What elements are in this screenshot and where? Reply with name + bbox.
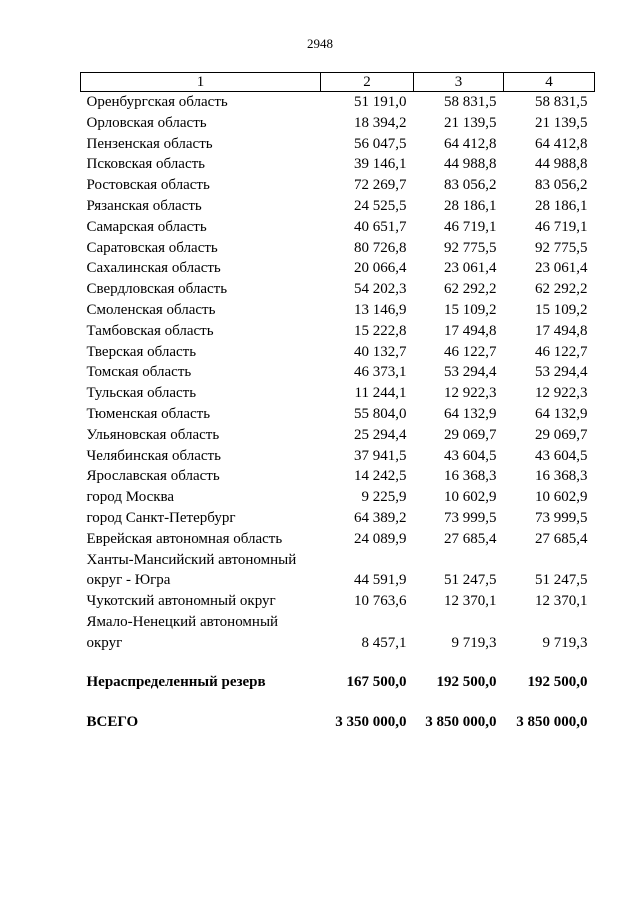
table-row [81, 238, 595, 259]
value-col-4: 44 988,8 [535, 156, 588, 173]
region-name: Челябинская область [86, 447, 221, 464]
table-row [81, 383, 595, 404]
table-row [81, 342, 595, 363]
region-name: округ [86, 634, 123, 651]
region-name: Смоленская область [86, 301, 216, 318]
table-row [81, 134, 595, 155]
column-header-4: 4 [504, 73, 595, 92]
table-row [81, 258, 595, 279]
value-col-2: 40 651,7 [354, 218, 407, 235]
value-col-3: 46 719,1 [444, 218, 497, 235]
value-col-4: 51 247,5 [535, 572, 588, 589]
value-col-3: 51 247,5 [444, 572, 497, 589]
region-name: Рязанская область [86, 197, 202, 214]
column-header-3: 3 [414, 73, 504, 92]
spacer-cell [81, 692, 595, 712]
table-row [81, 217, 595, 238]
region-name: Чукотский автономный округ [86, 593, 276, 610]
value-col-2: 14 242,5 [354, 468, 407, 485]
value-col-4: 9 719,3 [542, 634, 588, 651]
table-row [81, 633, 595, 654]
table-row [81, 113, 595, 134]
table-row [81, 570, 595, 591]
value-col-2: 24 089,9 [354, 530, 407, 547]
total-value-2: 3 350 000,0 [335, 714, 407, 731]
region-name: город Москва [86, 489, 175, 506]
value-col-3: 44 988,8 [444, 156, 497, 173]
region-name-line1: Ханты-Мансийский автономный [86, 551, 297, 568]
value-col-2: 56 047,5 [354, 135, 407, 152]
table-row [81, 425, 595, 446]
value-col-4: 64 132,9 [535, 405, 588, 422]
value-col-2: 13 146,9 [354, 301, 407, 318]
region-name: Еврейская автономная область [86, 530, 283, 547]
value-col-4: 46 122,7 [535, 343, 588, 360]
empty-cell [414, 550, 504, 571]
value-col-3: 10 602,9 [444, 489, 497, 506]
value-col-4: 23 061,4 [535, 260, 588, 277]
value-col-3: 62 292,2 [444, 281, 497, 298]
value-col-3: 64 412,8 [444, 135, 497, 152]
total-value-3: 3 850 000,0 [425, 714, 497, 731]
value-col-4: 62 292,2 [535, 281, 588, 298]
table-row [81, 529, 595, 550]
region-name: Тюменская область [86, 405, 211, 422]
empty-cell [321, 550, 414, 571]
region-name: Пензенская область [86, 135, 213, 152]
table-row [81, 300, 595, 321]
value-col-3: 12 922,3 [444, 385, 497, 402]
table-row-name-continuation [81, 612, 595, 633]
value-col-3: 46 122,7 [444, 343, 497, 360]
value-col-2: 55 804,0 [354, 405, 407, 422]
value-col-3: 12 370,1 [444, 593, 497, 610]
value-col-3: 73 999,5 [444, 509, 497, 526]
reserve-value-4: 192 500,0 [527, 673, 588, 690]
value-col-3: 17 494,8 [444, 322, 497, 339]
value-col-3: 92 775,5 [444, 239, 497, 256]
empty-cell [504, 550, 595, 571]
spacer-row [81, 692, 595, 712]
table-row [81, 466, 595, 487]
region-name: Томская область [86, 364, 192, 381]
table-row [81, 154, 595, 175]
value-col-2: 37 941,5 [354, 447, 407, 464]
empty-cell [504, 612, 595, 633]
region-name: округ - Югра [86, 572, 171, 589]
value-col-3: 53 294,4 [444, 364, 497, 381]
reserve-row [81, 672, 595, 693]
value-col-3: 21 139,5 [444, 114, 497, 131]
value-col-4: 12 922,3 [535, 385, 588, 402]
region-name: Орловская область [86, 114, 207, 131]
value-col-3: 64 132,9 [444, 405, 497, 422]
reserve-value-3: 192 500,0 [436, 673, 497, 690]
value-col-4: 28 186,1 [535, 197, 588, 214]
region-name: Тверская область [86, 343, 197, 360]
total-label: ВСЕГО [86, 714, 139, 731]
region-name: Самарская область [86, 218, 207, 235]
value-col-3: 27 685,4 [444, 530, 497, 547]
value-col-3: 9 719,3 [451, 634, 497, 651]
region-name: Саратовская область [86, 239, 218, 256]
table-row [81, 196, 595, 217]
region-name: Свердловская область [86, 281, 228, 298]
table-row [81, 321, 595, 342]
page-number: 2948 [307, 36, 333, 51]
table-row [81, 175, 595, 196]
value-col-2: 9 225,9 [361, 489, 407, 506]
value-col-2: 54 202,3 [354, 281, 407, 298]
value-col-2: 64 389,2 [354, 509, 407, 526]
region-name: Ульяновская область [86, 426, 220, 443]
value-col-4: 43 604,5 [535, 447, 588, 464]
region-name-line1: Ямало-Ненецкий автономный [86, 613, 279, 630]
reserve-label: Нераспределенный резерв [86, 673, 266, 690]
value-col-4: 64 412,8 [535, 135, 588, 152]
value-col-4: 27 685,4 [535, 530, 588, 547]
table-body [81, 92, 595, 734]
value-col-4: 73 999,5 [535, 509, 588, 526]
value-col-2: 24 525,5 [354, 197, 407, 214]
allocation-table [80, 72, 595, 733]
region-name: Тульская область [86, 385, 197, 402]
value-col-3: 28 186,1 [444, 197, 497, 214]
table-row [81, 508, 595, 529]
table-row-name-continuation [81, 550, 595, 571]
value-col-2: 20 066,4 [354, 260, 407, 277]
total-row [81, 712, 595, 733]
region-name: Ярославская область [86, 468, 220, 485]
region-name: Тамбовская область [86, 322, 214, 339]
value-col-3: 23 061,4 [444, 260, 497, 277]
value-col-4: 83 056,2 [535, 177, 588, 194]
value-col-4: 16 368,3 [535, 468, 588, 485]
value-col-2: 8 457,1 [361, 634, 407, 651]
empty-cell [321, 612, 414, 633]
region-name: Оренбургская область [86, 94, 228, 110]
spacer-row [81, 654, 595, 672]
column-header-2: 2 [321, 73, 414, 92]
region-name: город Санкт-Петербург [86, 509, 236, 526]
value-col-4: 10 602,9 [535, 489, 588, 506]
value-col-2: 40 132,7 [354, 343, 407, 360]
value-col-3: 83 056,2 [444, 177, 497, 194]
value-col-3: 15 109,2 [444, 301, 497, 318]
table-row [81, 487, 595, 508]
value-col-2: 25 294,4 [354, 426, 407, 443]
table-row [81, 279, 595, 300]
value-col-4: 92 775,5 [535, 239, 588, 256]
value-col-4: 58 831,5 [535, 94, 588, 110]
table-row [81, 591, 595, 612]
value-col-2: 15 222,8 [354, 322, 407, 339]
value-col-3: 58 831,5 [444, 94, 497, 110]
total-value-4: 3 850 000,0 [516, 714, 588, 731]
value-col-4: 53 294,4 [535, 364, 588, 381]
value-col-4: 29 069,7 [535, 426, 588, 443]
value-col-4: 17 494,8 [535, 322, 588, 339]
table-row [81, 446, 595, 467]
value-col-2: 10 763,6 [354, 593, 407, 610]
table-row [81, 92, 595, 113]
value-col-3: 43 604,5 [444, 447, 497, 464]
value-col-4: 12 370,1 [535, 593, 588, 610]
value-col-2: 39 146,1 [354, 156, 407, 173]
region-name: Сахалинская область [86, 260, 221, 277]
value-col-3: 29 069,7 [444, 426, 497, 443]
value-col-2: 72 269,7 [354, 177, 407, 194]
table-header [81, 73, 595, 92]
value-col-4: 15 109,2 [535, 301, 588, 318]
value-col-2: 11 244,1 [354, 385, 407, 402]
table-row [81, 362, 595, 383]
spacer-cell [81, 654, 595, 672]
value-col-2: 18 394,2 [354, 114, 407, 131]
value-col-2: 80 726,8 [354, 239, 407, 256]
value-col-3: 16 368,3 [444, 468, 497, 485]
value-col-4: 21 139,5 [535, 114, 588, 131]
region-name: Псковская область [86, 156, 205, 173]
value-col-2: 44 591,9 [354, 572, 407, 589]
table-row [81, 404, 595, 425]
value-col-4: 46 719,1 [535, 218, 588, 235]
value-col-2: 51 191,0 [354, 94, 407, 110]
empty-cell [414, 612, 504, 633]
value-col-2: 46 373,1 [354, 364, 407, 381]
region-name: Ростовская область [86, 177, 210, 194]
reserve-value-2: 167 500,0 [346, 673, 407, 690]
column-header-1: 1 [81, 73, 321, 92]
